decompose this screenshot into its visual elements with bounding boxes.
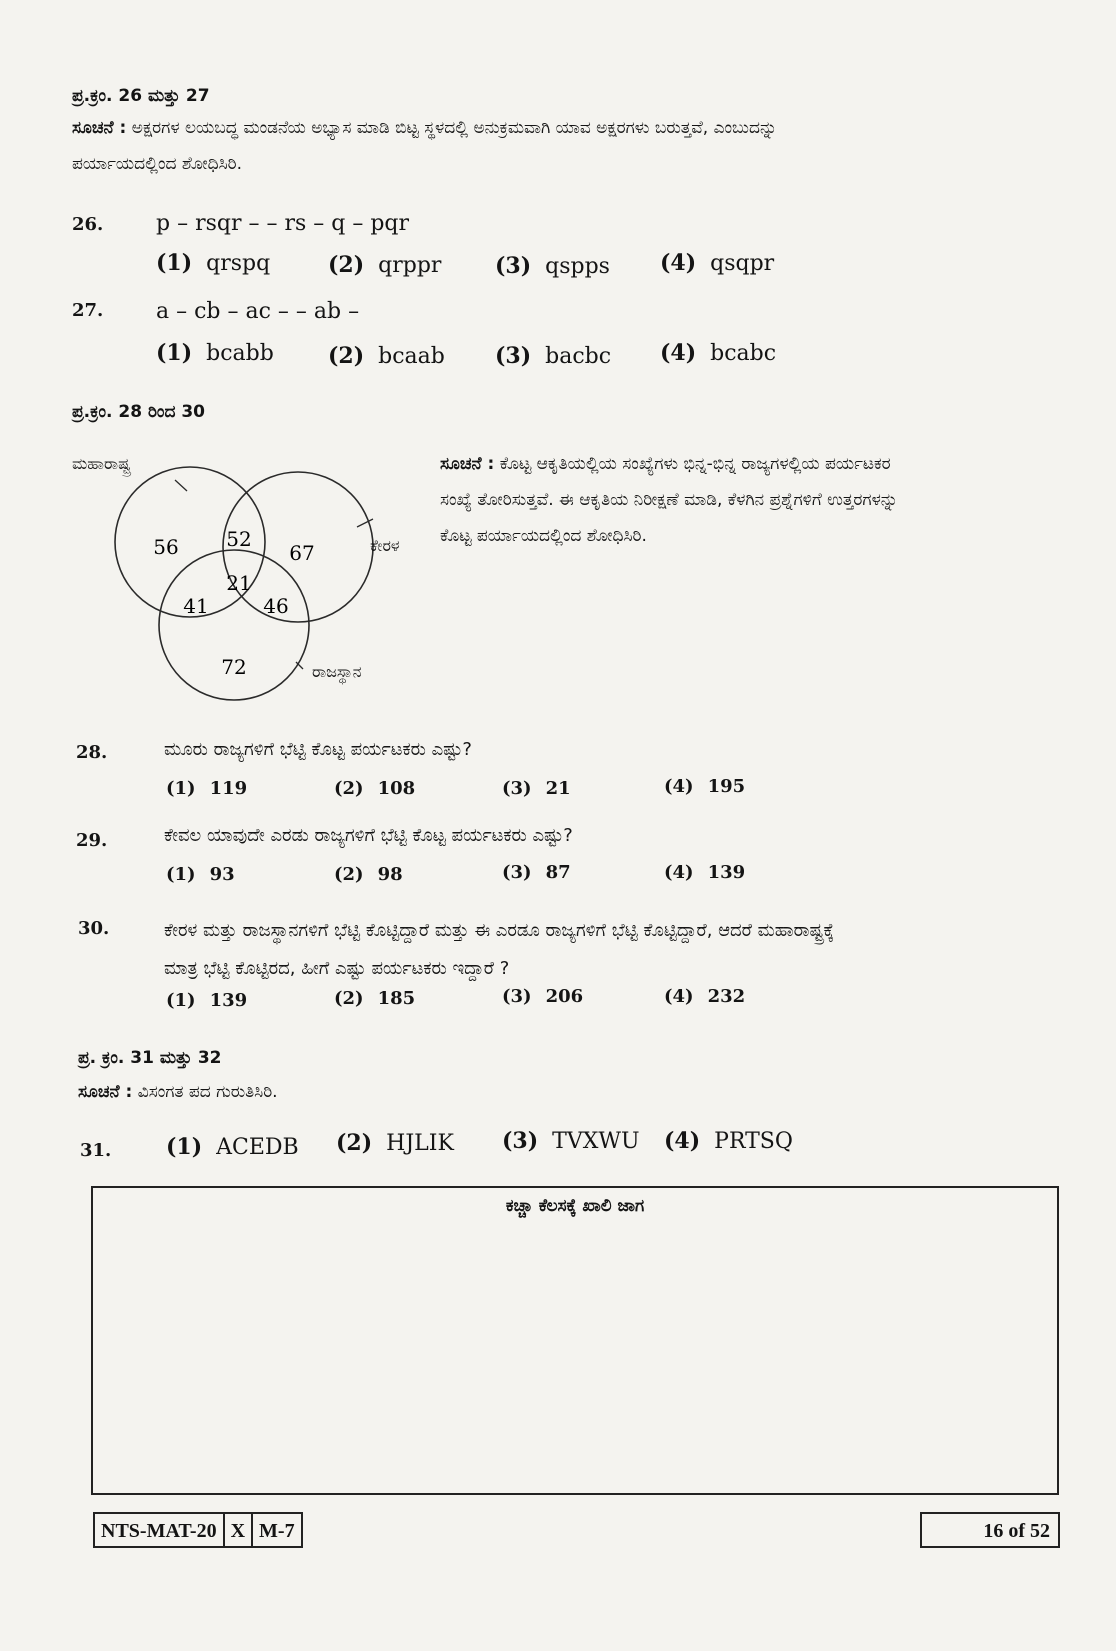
section-heading-31-32: ಪ್ರ. ಕ್ರಂ. 31 ಮತ್ತು 32 bbox=[78, 1048, 222, 1068]
option-27-2[interactable]: (2) bcaab bbox=[328, 343, 445, 369]
option-30-1[interactable]: (1) 139 bbox=[166, 990, 248, 1011]
venn-label-maharashtra: ಮಹಾರಾಷ್ಟ್ರ bbox=[72, 454, 131, 473]
option-30-4[interactable]: (4) 232 bbox=[664, 986, 746, 1007]
instruction-label: ಸೂಚನೆ : bbox=[72, 118, 127, 138]
option-29-3[interactable]: (3) 87 bbox=[502, 862, 571, 883]
instruction-text-line2: ಪರ್ಯಾಯದಲ್ಲಿಂದ ಶೋಧಿಸಿರಿ. bbox=[72, 154, 242, 174]
option-27-4[interactable]: (4) bcabc bbox=[660, 340, 777, 366]
venn-label-rajasthan: ರಾಜಸ್ಥಾನ bbox=[312, 662, 362, 681]
question-number-31: 31. bbox=[80, 1140, 112, 1161]
question-text-30-line2: ಮಾತ್ರ ಭೆಟ್ಟಿ ಕೊಟ್ಟಿರದ, ಹೀಗೆ ಎಷ್ಟು ಪರ್ಯಟಕರು ಇದ್ದಾರೆ ? bbox=[164, 958, 510, 979]
question-text-26: p – rsqr – – rs – q – pqr bbox=[156, 211, 409, 236]
option-29-2[interactable]: (2) 98 bbox=[334, 864, 403, 885]
footer-paper-code: NTS-MAT-20 bbox=[93, 1512, 225, 1548]
maharashtra-pointer bbox=[175, 480, 187, 491]
footer-medium: M-7 bbox=[253, 1512, 303, 1548]
option-30-3[interactable]: (3) 206 bbox=[502, 986, 584, 1007]
option-28-3[interactable]: (3) 21 bbox=[502, 778, 571, 799]
footer-code-box bbox=[93, 1512, 303, 1548]
venn-value-maharashtra-kerala: 52 bbox=[226, 527, 252, 551]
option-26-3[interactable]: (3) qspps bbox=[495, 253, 610, 279]
question-number-26: 26. bbox=[72, 214, 104, 235]
instruction-31-32 bbox=[78, 1074, 278, 1110]
instruction-label: ಸೂಚನೆ : bbox=[440, 454, 495, 474]
footer-version: X bbox=[225, 1512, 253, 1548]
venn-label-kerala: ಕೇರಳ bbox=[370, 536, 400, 555]
instruction-label: ಸೂಚನೆ : bbox=[78, 1082, 133, 1102]
option-26-4[interactable]: (4) qsqpr bbox=[660, 250, 775, 276]
option-26-1[interactable]: (1) qrspq bbox=[156, 250, 271, 276]
question-text-30 bbox=[164, 912, 1064, 988]
question-text-28: ಮೂರು ರಾಜ್ಯಗಳಿಗೆ ಭೆಟ್ಟಿ ಕೊಟ್ಟ ಪರ್ಯಟಕರು ಎಷ್ಟು? bbox=[164, 739, 472, 760]
option-31-4[interactable]: (4) PRTSQ bbox=[664, 1128, 793, 1154]
section-heading-28-30: ಪ್ರ.ಕ್ರಂ. 28 ರಿಂದ 30 bbox=[72, 402, 206, 422]
question-text-29: ಕೇವಲ ಯಾವುದೇ ಎರಡು ರಾಜ್ಯಗಳಿಗೆ ಭೆಟ್ಟಿ ಕೊಟ್ಟ ಪರ್ಯಟಕರು ಎಷ್ಟು? bbox=[164, 825, 573, 846]
option-31-2[interactable]: (2) HJLIK bbox=[336, 1130, 454, 1156]
venn-value-only-kerala: 67 bbox=[289, 541, 315, 565]
instruction-text-line1: ಅಕ್ಷರಗಳ ಲಯಬದ್ಧ ಮಂಡನೆಯ ಅಭ್ಯಾಸ ಮಾಡಿ ಬಿಟ್ಟ ಸ್ಥಳದಲ್ಲಿ ಅನುಕ್ರಮವಾಗಿ ಯಾವ ಅಕ್ಷರಗಳು ಬರುತ್ತವೆ, ಎಂಬುದನ್ನು bbox=[131, 118, 778, 138]
question-number-30: 30. bbox=[78, 918, 110, 939]
instruction-text-line1: ಕೊಟ್ಟ ಆಕೃತಿಯಲ್ಲಿಯ ಸಂಖ್ಯೆಗಳು ಭಿನ್ನ-ಭಿನ್ನ ರಾಜ್ಯಗಳಲ್ಲಿಯ ಪರ್ಯಟಕರ bbox=[499, 454, 891, 474]
instruction-28-30 bbox=[440, 446, 1060, 554]
instruction-text-line3: ಕೊಟ್ಟ ಪರ್ಯಾಯದಲ್ಲಿಂದ ಶೋಧಿಸಿರಿ. bbox=[440, 526, 647, 546]
venn-value-only-rajasthan: 72 bbox=[221, 655, 247, 679]
footer-page-number: 16 of 52 bbox=[920, 1512, 1060, 1548]
venn-diagram bbox=[70, 450, 420, 710]
option-28-1[interactable]: (1) 119 bbox=[166, 778, 248, 799]
instruction-text-line1: ವಿಸಂಗತ ಪದ ಗುರುತಿಸಿರಿ. bbox=[137, 1082, 278, 1102]
instruction-26-27 bbox=[72, 110, 1062, 182]
option-29-4[interactable]: (4) 139 bbox=[664, 862, 746, 883]
option-28-4[interactable]: (4) 195 bbox=[664, 776, 746, 797]
option-26-2[interactable]: (2) qrppr bbox=[328, 252, 442, 278]
option-27-3[interactable]: (3) bacbc bbox=[495, 343, 612, 369]
rough-work-box bbox=[91, 1186, 1059, 1495]
question-text-30-line1: ಕೇರಳ ಮತ್ತು ರಾಜಸ್ಥಾನಗಳಿಗೆ ಭೆಟ್ಟಿ ಕೊಟ್ಟಿದ್ದಾರೆ ಮತ್ತು ಈ ಎರಡೂ ರಾಜ್ಯಗಳಿಗೆ ಭೆಟ್ಟಿ ಕೊಟ್ಟಿದ್ದಾರೆ, ಆದರೆ ಮಹಾರಾಷ್ಟ್ರಕ್ಕೆ bbox=[164, 920, 835, 941]
option-31-3[interactable]: (3) TVXWU bbox=[502, 1128, 640, 1154]
option-27-1[interactable]: (1) bcabb bbox=[156, 340, 274, 366]
venn-value-only-maharashtra: 56 bbox=[153, 535, 179, 559]
question-number-28: 28. bbox=[76, 742, 108, 763]
venn-value-all-three: 21 bbox=[226, 571, 252, 595]
section-heading-26-27: ಪ್ರ.ಕ್ರಂ. 26 ಮತ್ತು 27 bbox=[72, 86, 210, 106]
rough-work-title: ಕಚ್ಚಾ ಕೆಲಸಕ್ಕೆ ಖಾಲಿ ಜಾಗ bbox=[505, 1196, 645, 1216]
question-text-27: a – cb – ac – – ab – bbox=[156, 299, 360, 324]
venn-value-maharashtra-rajasthan: 41 bbox=[183, 594, 209, 618]
question-number-29: 29. bbox=[76, 830, 108, 851]
option-28-2[interactable]: (2) 108 bbox=[334, 778, 416, 799]
venn-value-kerala-rajasthan: 46 bbox=[263, 594, 289, 618]
option-31-1[interactable]: (1) ACEDB bbox=[166, 1134, 299, 1160]
option-29-1[interactable]: (1) 93 bbox=[166, 864, 235, 885]
question-number-27: 27. bbox=[72, 300, 104, 321]
instruction-text-line2: ಸಂಖ್ಯೆ ತೋರಿಸುತ್ತವೆ. ಈ ಆಕೃತಿಯ ನಿರೀಕ್ಷಣೆ ಮಾಡಿ, ಕೆಳಗಿನ ಪ್ರಶ್ನೆಗಳಿಗೆ ಉತ್ತರಗಳನ್ನು bbox=[440, 490, 898, 510]
option-30-2[interactable]: (2) 185 bbox=[334, 988, 416, 1009]
